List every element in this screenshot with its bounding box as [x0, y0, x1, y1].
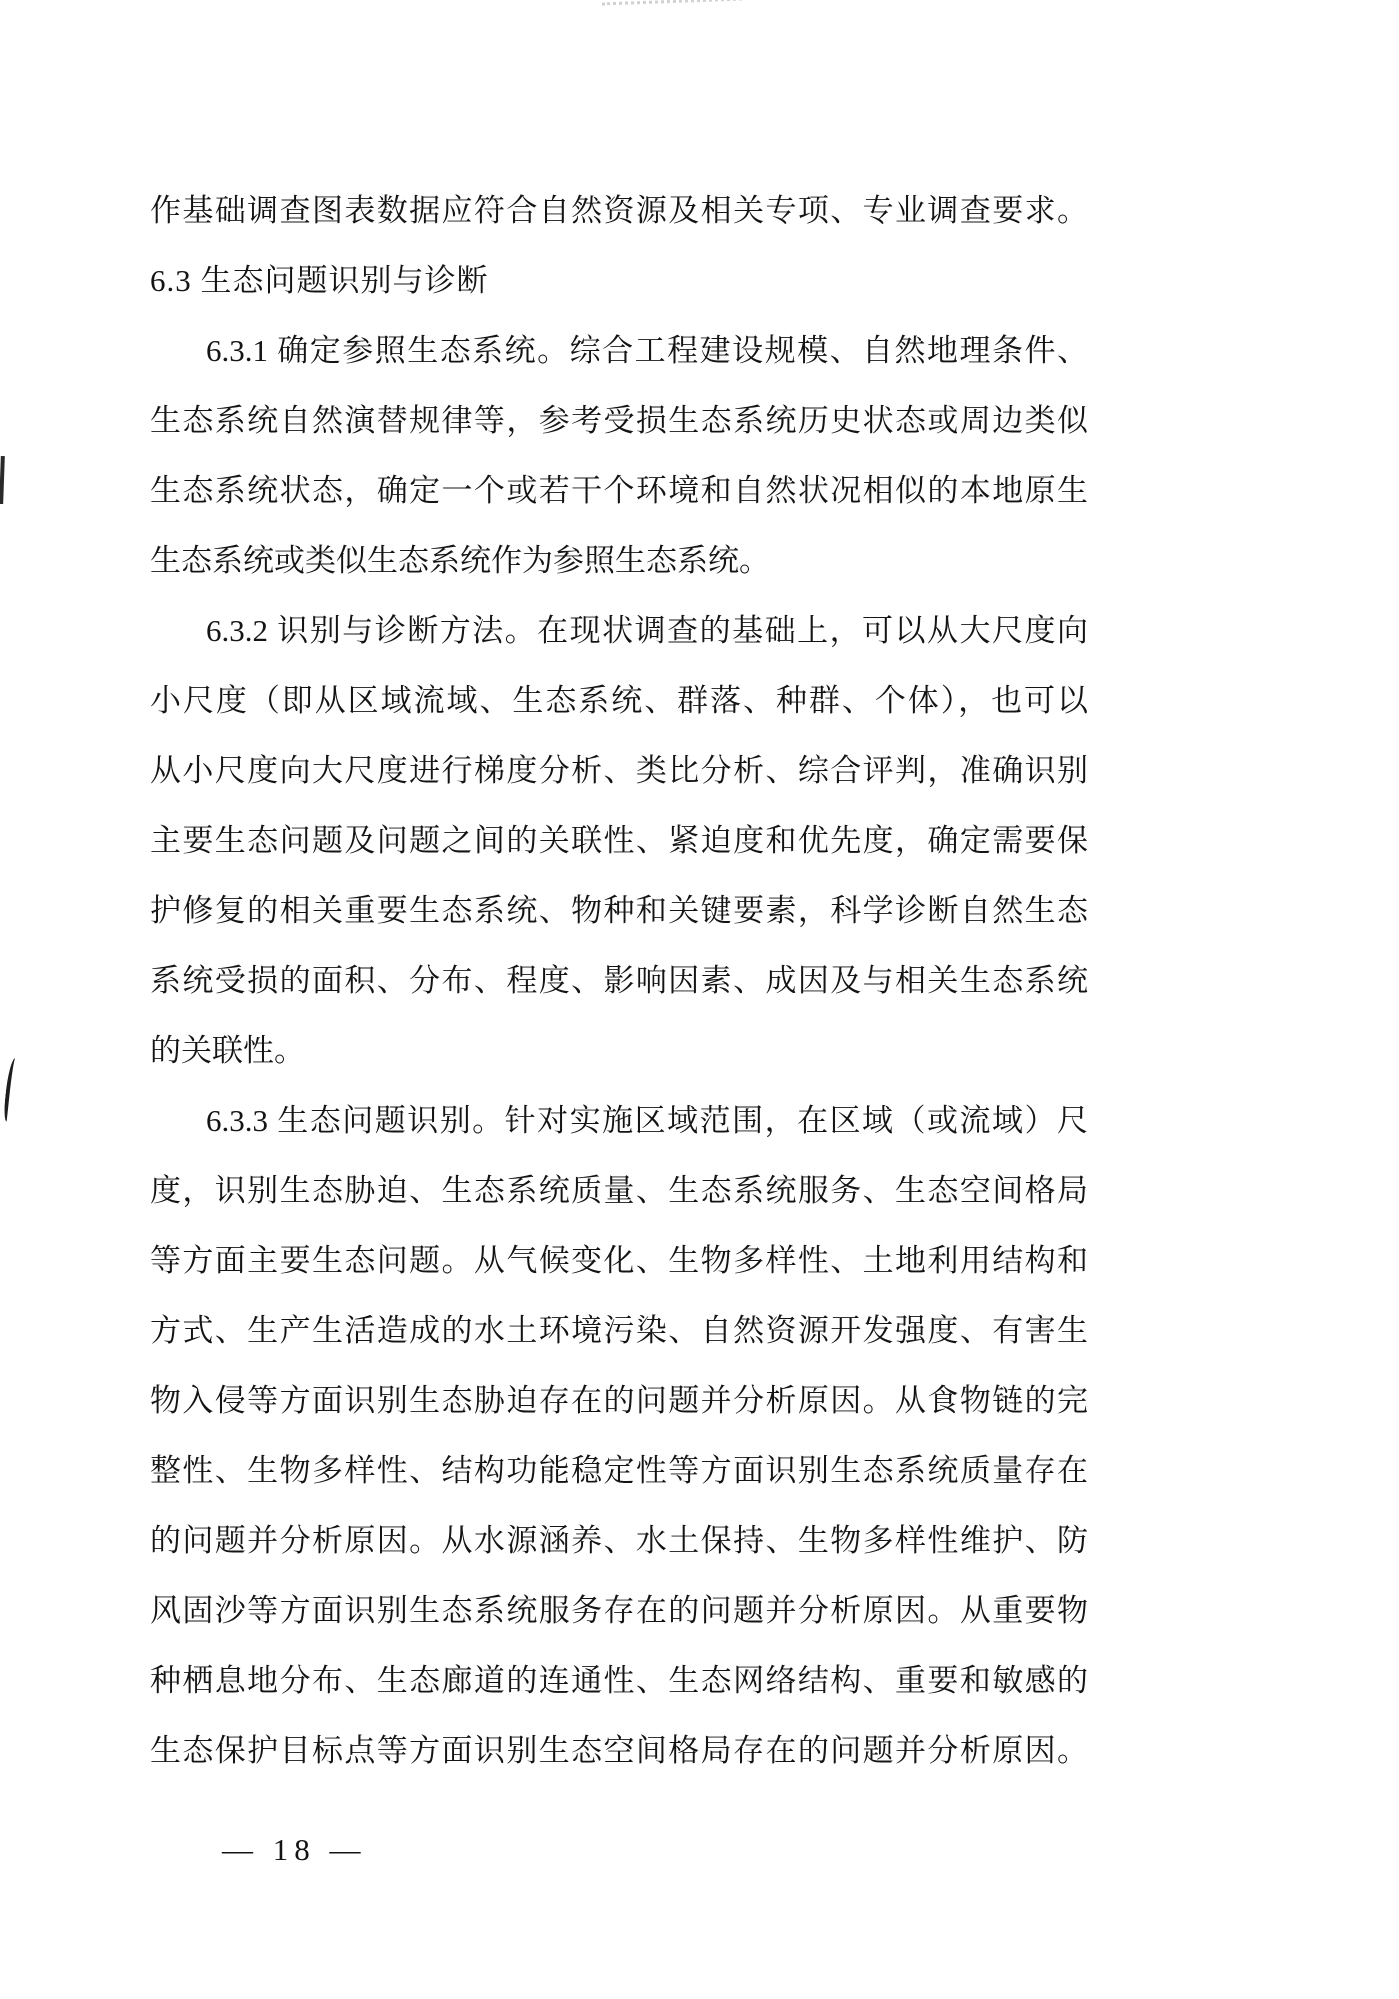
para-6-3-3-line-8: 风固沙等方面识别生态系统服务存在的问题并分析原因。从重要物 [150, 1593, 1088, 1628]
para-6-3-3-line-10: 生态保护目标点等方面识别生态空间格局存在的问题并分析原因。 [150, 1733, 1088, 1768]
para-6-3-1-line-2: 生态系统自然演替规律等，参考受损生态系统历史状态或周边类似 [150, 403, 1088, 438]
body-line-continuation: 作基础调查图表数据应符合自然资源及相关专项、专业调查要求。 [150, 193, 1088, 228]
page-number: — 18 — [222, 1832, 367, 1867]
para-6-3-3-line-6: 整性、生物多样性、结构功能稳定性等方面识别生态系统质量存在 [150, 1453, 1088, 1488]
para-6-3-3-line-3: 等方面主要生态问题。从气候变化、生物多样性、土地利用结构和 [150, 1243, 1088, 1278]
para-6-3-2-line-5: 护修复的相关重要生态系统、物种和关键要素，科学诊断自然生态 [150, 893, 1088, 928]
para-6-3-2-line-4: 主要生态问题及问题之间的关联性、紧迫度和优先度，确定需要保 [150, 823, 1088, 858]
para-6-3-2-line-3: 从小尺度向大尺度进行梯度分析、类比分析、综合评判，准确识别 [150, 753, 1088, 788]
para-6-3-3-line-2: 度，识别生态胁迫、生态系统质量、生态系统服务、生态空间格局 [150, 1173, 1088, 1208]
section-heading-6-3: 6.3 生态问题识别与诊断 [150, 263, 489, 298]
para-6-3-3-line-4: 方式、生产生活造成的水土环境污染、自然资源开发强度、有害生 [150, 1313, 1088, 1348]
para-6-3-3-line-5: 物入侵等方面识别生态胁迫存在的问题并分析原因。从食物链的完 [150, 1383, 1088, 1418]
para-6-3-3-line-9: 种栖息地分布、生态廊道的连通性、生态网络结构、重要和敏感的 [150, 1663, 1088, 1698]
para-6-3-2-line-1: 6.3.2 识别与诊断方法。在现状调查的基础上，可以从大尺度向 [206, 613, 1088, 648]
para-6-3-2-line-7: 的关联性。 [150, 1033, 305, 1068]
para-6-3-3-line-1: 6.3.3 生态问题识别。针对实施区域范围，在区域（或流域）尺 [206, 1103, 1088, 1138]
scan-artifact-left-upper [0, 456, 5, 504]
scan-artifact-left-lower [3, 1058, 20, 1123]
para-6-3-1-line-1: 6.3.1 确定参照生态系统。综合工程建设规模、自然地理条件、 [206, 333, 1088, 368]
para-6-3-1-line-4: 生态系统或类似生态系统作为参照生态系统。 [150, 543, 770, 578]
para-6-3-1-line-3: 生态系统状态，确定一个或若干个环境和自然状况相似的本地原生 [150, 473, 1088, 508]
para-6-3-2-line-6: 系统受损的面积、分布、程度、影响因素、成因及与相关生态系统 [150, 963, 1088, 998]
scan-artifact-top [602, 0, 742, 5]
para-6-3-3-line-7: 的问题并分析原因。从水源涵养、水土保持、生物多样性维护、防 [150, 1523, 1088, 1558]
text-block [150, 176, 1088, 1786]
para-6-3-2-line-2: 小尺度（即从区域流域、生态系统、群落、种群、个体），也可以 [150, 683, 1088, 718]
